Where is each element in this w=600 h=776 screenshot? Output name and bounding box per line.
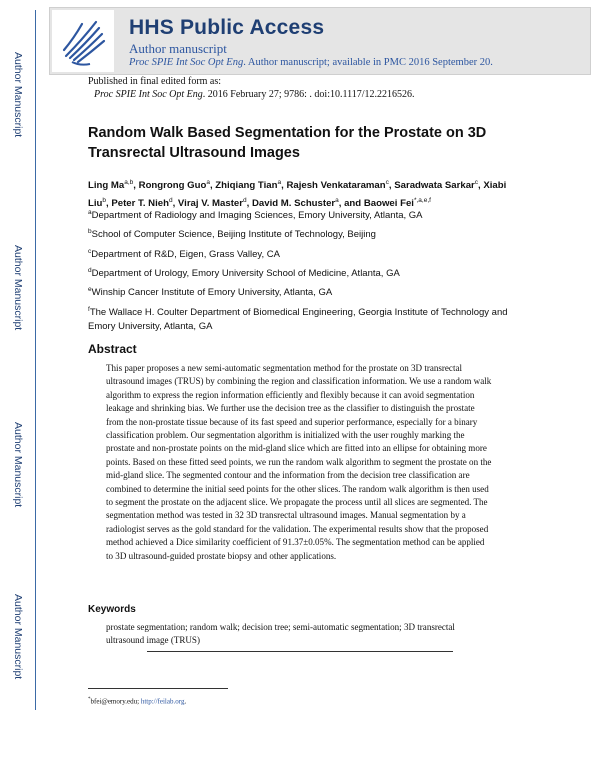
sidebar-label: Author Manuscript bbox=[12, 52, 24, 138]
affiliation: $^f$The Wallace H. Coulter Department of Biomedical Engineering, Georgia Institute of Technology and Emory University, Atlanta, GA bbox=[88, 306, 508, 333]
hhs-eagle-logo bbox=[52, 10, 114, 72]
author-name: Viraj V. Master bbox=[177, 198, 243, 210]
journal-name: Proc SPIE Int Soc Opt Eng bbox=[129, 57, 244, 68]
author-name: Zhiqiang Tian bbox=[215, 180, 278, 192]
author-affiliation-mark: c bbox=[385, 179, 389, 186]
affiliation: $^d$Department of Urology, Emory University School of Medicine, Atlanta, GA bbox=[88, 267, 400, 280]
author-affiliation-mark: a bbox=[206, 179, 210, 186]
abstract-heading: Abstract bbox=[88, 342, 137, 356]
citation-journal: Proc SPIE Int Soc Opt Eng bbox=[94, 89, 203, 100]
author-name: Peter T. Nieh bbox=[111, 198, 169, 210]
author-manuscript-sidebar bbox=[0, 0, 36, 776]
header-subtitle: Author manuscript bbox=[129, 41, 227, 56]
author-affiliation-mark: c bbox=[474, 179, 479, 186]
sidebar-label: Author Manuscript bbox=[12, 594, 24, 680]
keywords-heading: Keywords bbox=[88, 604, 136, 615]
abstract-text: This paper proposes a new semi-automatic segmentation method for the prostate on 3D transrectal ultrasound images (TRUS) by combining the region and classification information. We use a random walk algorithm to express the region information efficiently and flexibly because it can avoid segmentation leakage and shrinking bias. We further use the decision tree as the classifier to distinguish the prostate from the non-prostate tissue because of its fast speed and superior performance, especially for a binary classification problem. Our segmentation algorithm is initialized with the user roughly marking the prostate and non-prostate points on the mid-gland slice which are fitted into an ellipse for obtaining more points. Based on these fitted seed points, we run the random walk algorithm to segment the prostate on the mid-gland slice. The segmented contour and the information from the decision tree classification are combined to determine the initial seed points for the other slices. The random walk algorithm is then used to segment the prostate on the adjacent slice. We propagate the process until all slices are segmented. The segmentation method was tested in 32 3D transrectal ultrasound images. Manual segmentation by a radiologist serves as the gold standard for the validation. The experimental results show that the proposed method achieved a Dice similarity coefficient of 91.37±0.05%. The segmentation method can be applied to 3D ultrasound-guided prostate biopsy and other applications. bbox=[106, 363, 492, 561]
affiliation: $^b$School of Computer Science, Beijing Institute of Technology, Beijing bbox=[88, 228, 376, 241]
correspondence-footnote: *bfei@emory.edu; http://feilab.org. bbox=[88, 697, 187, 706]
author-name: Saradwata Sarkar bbox=[394, 180, 475, 192]
author-affiliation-mark: d bbox=[243, 197, 247, 205]
affiliation: $^a$Department of Radiology and Imaging Sciences, Emory University, Atlanta, GA bbox=[88, 209, 423, 222]
sidebar-divider bbox=[35, 10, 36, 710]
author-affiliation-mark: b bbox=[102, 197, 107, 205]
footnote-email[interactable]: bfei@emory.edu bbox=[90, 697, 138, 706]
hhs-header-banner bbox=[49, 7, 591, 75]
author-name: Baowei Fei bbox=[363, 198, 414, 210]
pmc-availability bbox=[129, 57, 493, 68]
citation-details: . 2016 February 27; 9786: . doi:10.1117/12.2216526. bbox=[202, 89, 415, 100]
sidebar-label: Author Manuscript bbox=[12, 245, 24, 331]
affiliation: $^c$Department of R&D, Eigen, Grass Valley, CA bbox=[88, 248, 280, 261]
footnote-divider bbox=[88, 688, 228, 689]
author-name: Xiabi Liu bbox=[88, 180, 507, 210]
paper-title: Random Walk Based Segmentation for the Prostate on 3D Transrectal Ultrasound Images bbox=[88, 125, 487, 161]
published-note: Published in final edited form as: bbox=[88, 76, 222, 87]
citation bbox=[94, 89, 415, 100]
author-affiliation-mark: a bbox=[335, 197, 339, 205]
author-name: Rajesh Venkataraman bbox=[286, 180, 386, 192]
sidebar-label: Author Manuscript bbox=[12, 422, 24, 508]
author-affiliation-mark: a bbox=[277, 179, 282, 186]
availability-text: . Author manuscript; available in PMC 2016 September 20. bbox=[243, 57, 493, 68]
author-name: Rongrong Guo bbox=[138, 180, 207, 192]
header-title: HHS Public Access bbox=[129, 16, 325, 39]
section-divider bbox=[147, 651, 453, 652]
author-name: Ling Ma bbox=[88, 180, 125, 192]
keywords-text: prostate segmentation; random walk; decision tree; semi-automatic segmentation; 3D transrectal ultrasound image (TRUS) bbox=[106, 622, 455, 645]
footnote-url-link[interactable]: http://feilab.org bbox=[140, 697, 185, 706]
author-list: Ling Ma$^{a,b}$, Rongrong Guo$^a$, Zhiqiang Tian$^a$, Rajesh Venkataraman$^c$, Saradwata Sarkar$^c$, Xiabi Liu$^b$, Peter T. Nieh$^d$, Viraj V. Master$^d$, David M. Schuster$^a$, and Baowei Fei$^{*,a,e,f}$ bbox=[88, 179, 507, 210]
author-affiliation-mark: a,b bbox=[124, 179, 134, 186]
author-affiliation-mark: *,a,e,f bbox=[413, 197, 431, 205]
author-affiliation-mark: d bbox=[168, 197, 173, 205]
author-name: David M. Schuster bbox=[251, 198, 336, 210]
affiliation: $^e$Winship Cancer Institute of Emory University, Atlanta, GA bbox=[88, 286, 333, 299]
